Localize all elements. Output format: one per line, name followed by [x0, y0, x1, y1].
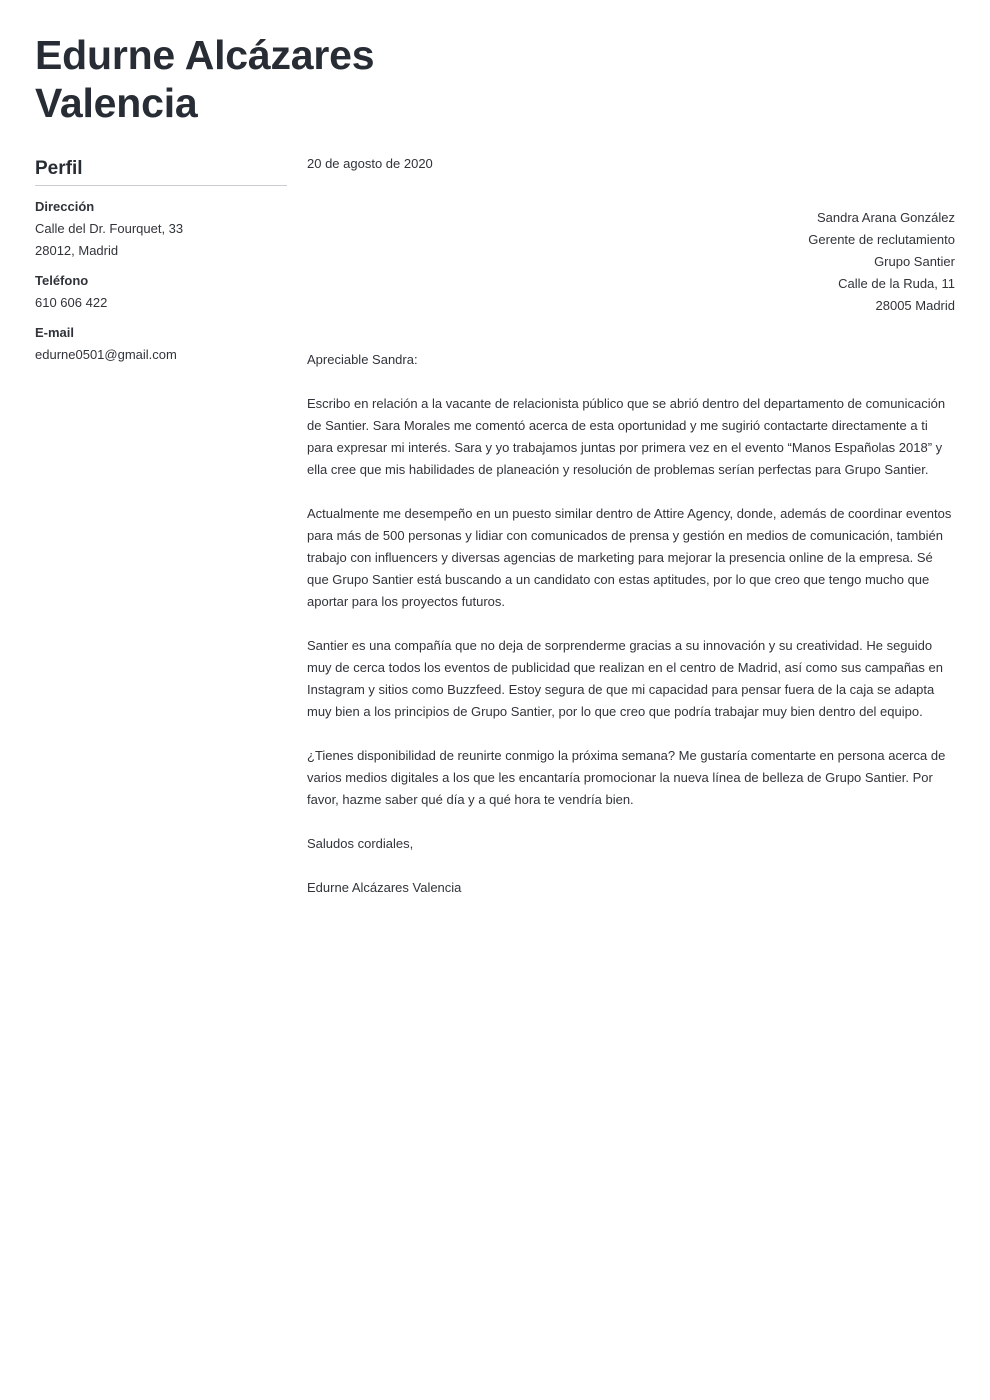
recipient-city: 28005 Madrid: [875, 298, 955, 313]
letter-signature: Edurne Alcázares Valencia: [307, 880, 462, 895]
letter-date: 20 de agosto de 2020: [307, 156, 433, 171]
recipient-name: Sandra Arana González: [816, 210, 955, 225]
address-line1: Calle del Dr. Fourquet, 33: [35, 221, 184, 236]
recipient-company: Grupo Santier: [874, 254, 955, 269]
phone-value: 610 606 422: [35, 295, 108, 310]
email-section: [35, 322, 287, 366]
letter-body: [307, 153, 955, 921]
applicant-name-line1: Edurne Alcázares: [35, 32, 375, 78]
letter-closing: Saludos cordiales,: [307, 836, 414, 851]
profile-sidebar: [35, 156, 287, 374]
email-label: E-mail: [35, 325, 75, 340]
letter-greeting: Apreciable Sandra:: [307, 352, 418, 367]
letter-paragraph: ¿Tienes disponibilidad de reunirte conmigo la próxima semana? Me gustaría comentarte en persona acerca de varios medios digitales a los que les encantaría promocionar la nueva línea de belleza de Grupo Santier. Por favor, hazme saber qué día y a qué hora te vendría bien.: [307, 748, 946, 807]
applicant-name: [35, 31, 455, 127]
address-section: [35, 196, 287, 262]
applicant-name-line2: Valencia: [35, 80, 198, 126]
letter-paragraph: Actualmente me desempeño en un puesto similar dentro de Attire Agency, donde, además de coordinar eventos para más de 500 personas y lidiar con comunicados de prensa y gestión en medios de comunicación, también trabajo con influencers y diversas agencias de marketing para mejorar la presencia online de la empresa. Sé que Grupo Santier está buscando a un candidato con estas aptitudes, por lo que creo que tengo mucho que aportar para los proyectos futuros.: [307, 506, 952, 609]
email-value: edurne0501@gmail.com: [35, 347, 177, 362]
phone-label: Teléfono: [35, 273, 89, 288]
address-label: Dirección: [35, 199, 95, 214]
address-line2: 28012, Madrid: [35, 243, 119, 258]
recipient-block: [307, 207, 955, 317]
letter-paragraph: Escribo en relación a la vacante de relacionista público que se abrió dentro del departamento de comunicación de Santier. Sara Morales me comentó acerca de esta oportunidad y me sugirió contactarte directamente a ti para expresar mi interés. Sara y yo trabajamos juntas por primera vez en el evento “Manos Españolas 2018” y ella cree que mis habilidades de planeación y resolución de problemas serían perfectas para Grupo Santier.: [307, 396, 946, 477]
letter-paragraph: Santier es una compañía que no deja de sorprenderme gracias a su innovación y su creatividad. He seguido muy de cerca todos los eventos de publicidad que realizan en el centro de Madrid, así como sus campañas en Instagram y sitios como Buzzfeed. Estoy segura de que mi capacidad para pensar fuera de la caja se adapta muy bien a los principios de Grupo Santier, por lo que creo que podría trabajar muy bien dentro del equipo.: [307, 638, 943, 719]
recipient-street: Calle de la Ruda, 11: [838, 276, 955, 291]
recipient-title: Gerente de reclutamiento: [808, 232, 955, 247]
profile-heading: Perfil: [35, 156, 287, 186]
phone-section: [35, 270, 287, 314]
